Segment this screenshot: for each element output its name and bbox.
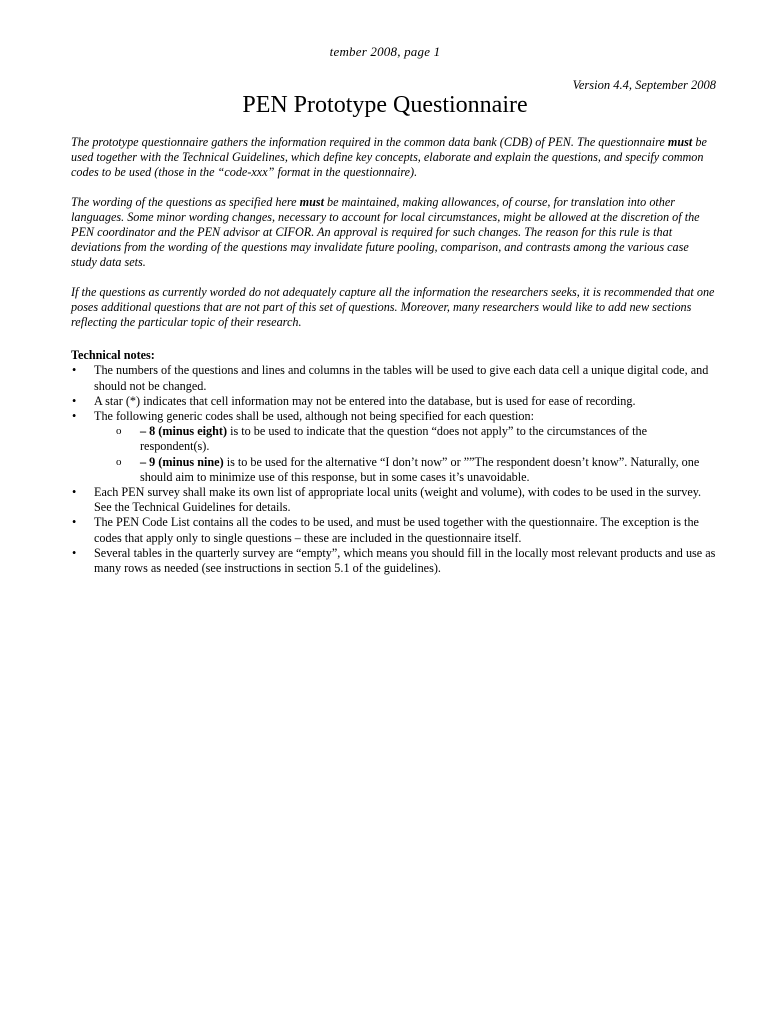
sub-list-item: o – 8 (minus eight) is to be used to indicate that the question “does not apply” to the circumstances of the respondent(s). — [94, 424, 716, 454]
emphasis-must: must — [667, 135, 693, 149]
list-item-text: The following generic codes shall be used, although not being specified for each question: — [94, 409, 534, 424]
code-minus-eight: – 8 (minus eight) — [140, 424, 228, 439]
list-item — [71, 409, 716, 485]
list-item: • A star (*) indicates that cell information may not be entered into the database, but is used for ease of recording. — [71, 394, 716, 409]
generic-codes-sublist — [94, 424, 716, 485]
page-title: PEN Prototype Questionnaire — [242, 92, 528, 118]
list-item: • Each PEN survey shall make its own list of appropriate local units (weight and volume), with codes to be used in the survey. See the Technical Guidelines for details. — [71, 485, 716, 515]
sub-list-item: o – 9 (minus nine) is to be used for the alternative “I don’t now” or ””The respondent doesn’t know”. Naturally, one should aim to minimize use of this response, but in some cases it’s unavoidable. — [94, 455, 716, 485]
intro-paragraph-1: The prototype questionnaire gathers the information required in the common data bank (CDB) of PEN. The questionnaire must be used together with the Technical Guidelines, which define key concepts, elaborate and explain the questions, and specify common codes to be used (those in the “code-xxx” format in the questionnaire). — [71, 135, 707, 180]
list-item: • Several tables in the quarterly survey are “empty”, which means you should fill in the locally most relevant products and use as many rows as needed (see instructions in section 5.1 of the guidelines). — [71, 546, 716, 576]
technical-notes-list — [71, 363, 716, 576]
code-minus-nine: – 9 (minus nine) — [140, 454, 224, 469]
technical-notes-heading: Technical notes: — [71, 348, 155, 363]
running-header: tember 2008, page 1 — [329, 44, 441, 59]
list-item: • The numbers of the questions and lines and columns in the tables will be used to give each data cell a unique digital code, and should not be changed. — [71, 363, 716, 393]
emphasis-must: must — [299, 194, 324, 209]
version-label: Version 4.4, September 2008 — [572, 78, 716, 92]
list-item: • The PEN Code List contains all the codes to be used, and must be used together with the questionnaire. The exception is the codes that apply only to single questions – these are included in the questionnaire itself. — [71, 515, 716, 545]
intro-section — [71, 135, 716, 330]
intro-paragraph-3: If the questions as currently worded do not adequately capture all the information the researchers seeks, it is recommended that one poses additional questions that are not part of this set of questions. Moreover, many researchers would like to add new sections reflecting the particular topic of their research. — [71, 284, 715, 330]
intro-paragraph-2: The wording of the questions as specified here must be maintained, making allowances, of course, for translation into other languages. Some minor wording changes, necessary to account for local circumstances, might be allowed at the discretion of the PEN coordinator and the PEN advisor at CIFOR. An approval is required for such changes. The reason for this rule is that deviations from the wording of the questions may invalidate future pooling, comparison, and contrasts among the various case study data sets. — [71, 194, 700, 270]
document-body — [71, 135, 716, 576]
